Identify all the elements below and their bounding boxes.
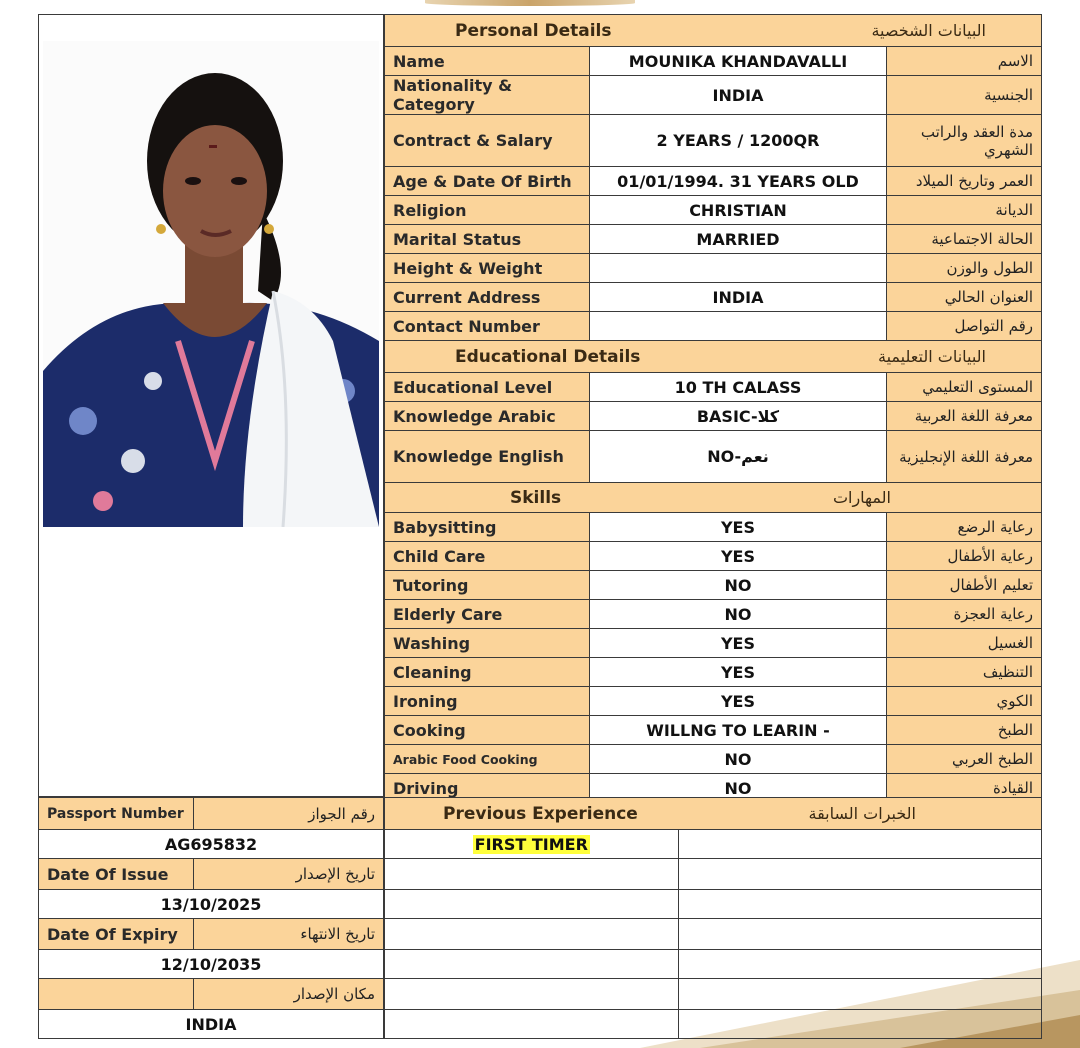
experience-header-row bbox=[385, 798, 1042, 830]
row-value bbox=[589, 312, 887, 341]
empty-cell bbox=[678, 830, 1041, 859]
row-label-ar: رعاية الأطفال bbox=[887, 542, 1042, 571]
row-value: NO bbox=[589, 600, 887, 629]
passport-table bbox=[38, 797, 384, 1039]
row-label-ar: مدة العقد والراتب الشهري bbox=[887, 115, 1042, 167]
place-label-ar: مكان الإصدار bbox=[193, 979, 383, 1010]
expiry-date: 12/10/2035 bbox=[39, 950, 384, 979]
cv-sheet bbox=[38, 14, 1042, 1048]
row-label: Name bbox=[385, 47, 590, 76]
table-row bbox=[385, 950, 1042, 979]
row-value: CHRISTIAN bbox=[589, 196, 887, 225]
row-label: Babysitting bbox=[385, 513, 590, 542]
row-value: MARRIED bbox=[589, 225, 887, 254]
skills-title: Skills bbox=[510, 487, 562, 508]
row-value: MOUNIKA KHANDAVALLI bbox=[589, 47, 887, 76]
issue-label-ar: تاريخ الإصدار bbox=[193, 859, 383, 890]
row-value: YES bbox=[589, 658, 887, 687]
table-row bbox=[385, 745, 1042, 774]
table-row bbox=[385, 513, 1042, 542]
row-label: Driving bbox=[385, 774, 590, 803]
row-label: Cleaning bbox=[385, 658, 590, 687]
row-value: BASIC-كلا bbox=[589, 402, 887, 431]
empty-cell bbox=[678, 919, 1041, 950]
row-label-ar: رقم التواصل bbox=[887, 312, 1042, 341]
row-label-ar: العمر وتاريخ الميلاد bbox=[887, 167, 1042, 196]
row-label: Arabic Food Cooking bbox=[385, 745, 590, 774]
passport-number-row bbox=[39, 830, 384, 859]
table-row bbox=[385, 76, 1042, 115]
row-label: Educational Level bbox=[385, 373, 590, 402]
row-label-ar: الحالة الاجتماعية bbox=[887, 225, 1042, 254]
row-label-ar: الغسيل bbox=[887, 629, 1042, 658]
issue-date: 13/10/2025 bbox=[39, 890, 384, 919]
row-label: Knowledge Arabic bbox=[385, 402, 590, 431]
row-value: 2 YEARS / 1200QR bbox=[589, 115, 887, 167]
table-row bbox=[385, 254, 1042, 283]
passport-number: AG695832 bbox=[39, 830, 384, 859]
table-row bbox=[385, 716, 1042, 745]
personal-header-row bbox=[385, 15, 1042, 47]
skills-header-row bbox=[385, 483, 1042, 513]
passport-number-header bbox=[39, 798, 384, 830]
table-row bbox=[385, 687, 1042, 716]
experience-table bbox=[384, 797, 1042, 1039]
row-value: INDIA bbox=[589, 76, 887, 115]
row-label-ar: تعليم الأطفال bbox=[887, 571, 1042, 600]
row-label-ar: الطول والوزن bbox=[887, 254, 1042, 283]
table-row bbox=[385, 571, 1042, 600]
expiry-header bbox=[39, 919, 384, 950]
table-row bbox=[385, 115, 1042, 167]
place-row bbox=[39, 1010, 384, 1039]
row-value: YES bbox=[589, 513, 887, 542]
row-label-ar: العنوان الحالي bbox=[887, 283, 1042, 312]
table-row bbox=[385, 283, 1042, 312]
table-row bbox=[385, 859, 1042, 890]
row-label-ar: الكوي bbox=[887, 687, 1042, 716]
row-label-ar: الاسم bbox=[887, 47, 1042, 76]
row-value: YES bbox=[589, 687, 887, 716]
row-label: Height & Weight bbox=[385, 254, 590, 283]
experience-title: Previous Experience bbox=[443, 803, 638, 824]
row-label: Tutoring bbox=[385, 571, 590, 600]
top-ornament bbox=[425, 0, 635, 6]
issue-header bbox=[39, 859, 384, 890]
details-table bbox=[384, 14, 1042, 803]
table-row bbox=[385, 47, 1042, 76]
row-label: Contract & Salary bbox=[385, 115, 590, 167]
empty-cell bbox=[385, 979, 679, 1010]
empty-cell bbox=[385, 859, 679, 890]
row-label-ar: رعاية الرضع bbox=[887, 513, 1042, 542]
issue-label: Date Of Issue bbox=[39, 859, 194, 890]
row-value: 10 TH CALASS bbox=[589, 373, 887, 402]
row-label-ar: معرفة اللغة العربية bbox=[887, 402, 1042, 431]
issue-place: INDIA bbox=[39, 1010, 384, 1039]
row-value: NO bbox=[589, 571, 887, 600]
table-row bbox=[385, 542, 1042, 571]
first-timer-badge: FIRST TIMER bbox=[474, 834, 588, 854]
row-label: Marital Status bbox=[385, 225, 590, 254]
table-row bbox=[385, 658, 1042, 687]
table-row bbox=[385, 1010, 1042, 1039]
row-label: Current Address bbox=[385, 283, 590, 312]
issue-row bbox=[39, 890, 384, 919]
expiry-label-ar: تاريخ الانتهاء bbox=[193, 919, 383, 950]
empty-cell bbox=[385, 950, 679, 979]
table-row bbox=[385, 919, 1042, 950]
expiry-row bbox=[39, 950, 384, 979]
passport-number-label-ar: رقم الجواز bbox=[193, 798, 383, 830]
table-row bbox=[385, 402, 1042, 431]
table-row bbox=[385, 373, 1042, 402]
passport-number-label: Passport Number bbox=[39, 798, 194, 830]
row-label: Nationality & Category bbox=[385, 76, 590, 115]
table-row bbox=[385, 629, 1042, 658]
row-value: NO-نعم bbox=[589, 431, 887, 483]
row-label-ar: الطبخ bbox=[887, 716, 1042, 745]
empty-cell bbox=[385, 1010, 679, 1039]
row-label-ar: المستوى التعليمي bbox=[887, 373, 1042, 402]
education-title: Educational Details bbox=[455, 346, 641, 367]
table-row bbox=[385, 979, 1042, 1010]
row-label: Elderly Care bbox=[385, 600, 590, 629]
table-row bbox=[385, 196, 1042, 225]
row-label: Knowledge English bbox=[385, 431, 590, 483]
row-label: Child Care bbox=[385, 542, 590, 571]
row-label: Religion bbox=[385, 196, 590, 225]
row-label-ar: الديانة bbox=[887, 196, 1042, 225]
row-label: Cooking bbox=[385, 716, 590, 745]
row-label-ar: معرفة اللغة الإنجليزية bbox=[887, 431, 1042, 483]
row-label-ar: الطبخ العربي bbox=[887, 745, 1042, 774]
experience-title-ar: الخبرات السابقة bbox=[808, 804, 916, 823]
skills-title-ar: المهارات bbox=[832, 488, 891, 507]
row-value: NO bbox=[589, 774, 887, 803]
row-label-ar: الجنسية bbox=[887, 76, 1042, 115]
place-label bbox=[39, 979, 194, 1010]
table-row bbox=[385, 600, 1042, 629]
empty-cell bbox=[678, 979, 1041, 1010]
empty-cell bbox=[678, 859, 1041, 890]
row-label: Ironing bbox=[385, 687, 590, 716]
candidate-photo bbox=[43, 41, 379, 527]
table-row bbox=[385, 167, 1042, 196]
expiry-label: Date Of Expiry bbox=[39, 919, 194, 950]
education-header-row bbox=[385, 341, 1042, 373]
empty-cell bbox=[385, 919, 679, 950]
place-header bbox=[39, 979, 384, 1010]
education-title-ar: البيانات التعليمية bbox=[878, 347, 986, 366]
empty-cell bbox=[678, 890, 1041, 919]
row-label-ar: القيادة bbox=[887, 774, 1042, 803]
empty-cell bbox=[678, 950, 1041, 979]
row-label: Contact Number bbox=[385, 312, 590, 341]
row-value: 01/01/1994. 31 YEARS OLD bbox=[589, 167, 887, 196]
row-value: YES bbox=[589, 629, 887, 658]
row-value: INDIA bbox=[589, 283, 887, 312]
table-row bbox=[385, 431, 1042, 483]
row-value bbox=[589, 254, 887, 283]
row-label-ar: رعاية العجزة bbox=[887, 600, 1042, 629]
row-label-ar: التنظيف bbox=[887, 658, 1042, 687]
empty-cell bbox=[385, 890, 679, 919]
row-value: NO bbox=[589, 745, 887, 774]
table-row bbox=[385, 830, 1042, 859]
photo-frame bbox=[38, 14, 384, 797]
row-value: WILLNG TO LEARIN - bbox=[589, 716, 887, 745]
table-row bbox=[385, 890, 1042, 919]
table-row bbox=[385, 225, 1042, 254]
row-value: YES bbox=[589, 542, 887, 571]
personal-title-ar: البيانات الشخصية bbox=[871, 21, 986, 40]
row-label: Age & Date Of Birth bbox=[385, 167, 590, 196]
table-row bbox=[385, 312, 1042, 341]
empty-cell bbox=[678, 1010, 1041, 1039]
personal-title: Personal Details bbox=[455, 20, 612, 41]
row-label: Washing bbox=[385, 629, 590, 658]
